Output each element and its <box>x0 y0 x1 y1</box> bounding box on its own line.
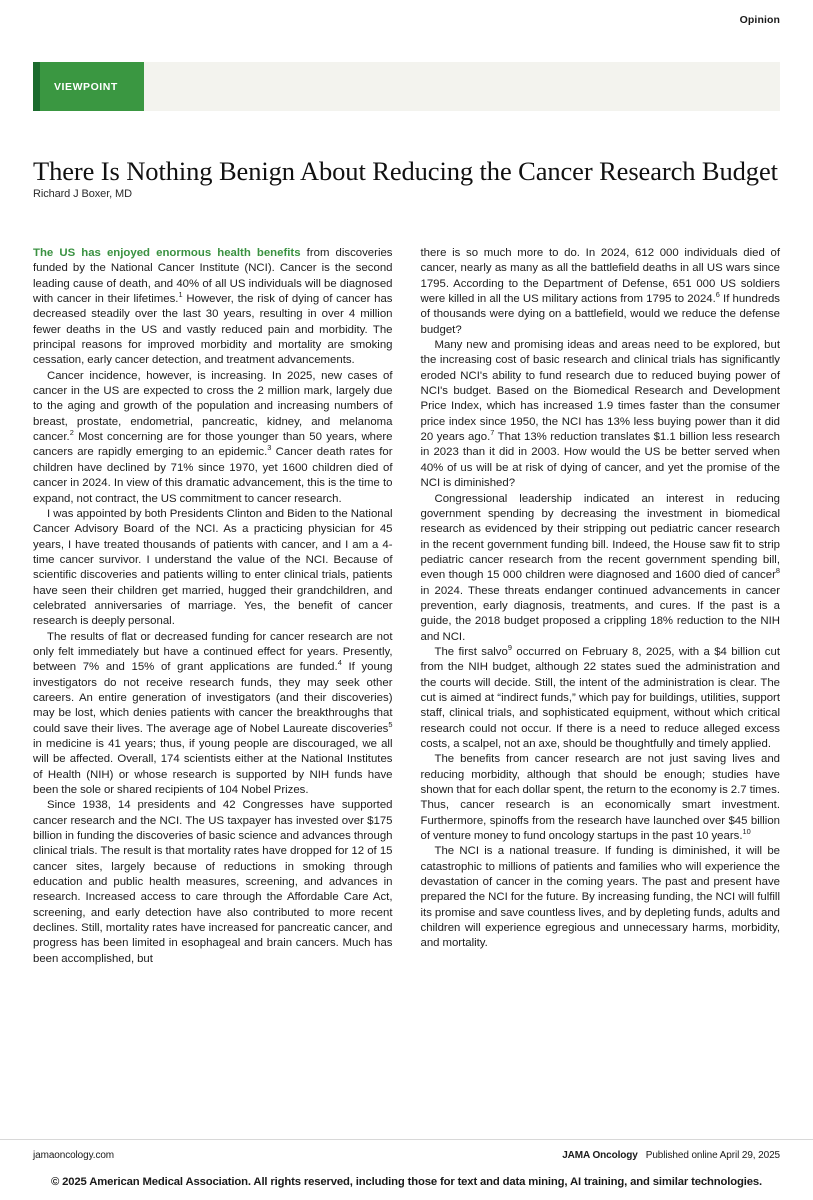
paragraph: The NCI is a national treasure. If funding is diminished, it will be catastrophic to millions of patients and families who will experience the devastation of cancer in the coming years. The past and present have prepared the NCI for the future. By increasing funding, the NCI will fulfill its promise and save countless lives, and by depleting funds, adults and children will experience egregious and unnecessary harms, morbidity, and mortality. <box>420 845 780 950</box>
paragraph: Congressional leadership indicated an interest in reducing government spending by decreasing the investment in biomedical research as evidenced by their stripping out pediatric cancer research in the recent government funding bill. Indeed, the House saw fit to strip pediatric cancer research from the recent government spending bill, even though 15 000 children were diagnosed and 1600 died of cancer$^8$ in 2024. These threats endanger continued advancements in cancer prevention, early diagnosis, treatments, and cures. If the past is a guide, the 2018 budget proposed a crippling 18% reduction to the NIH and NCI. <box>420 492 780 643</box>
citation-marker: 5 <box>388 719 393 729</box>
article-body <box>33 246 780 1146</box>
copyright-notice: © 2025 American Medical Association. All rights reserved, including those for text and data mining, AI training, and similar technologies. <box>51 1176 762 1188</box>
citation-marker: 3 <box>267 443 272 453</box>
citation-marker: 10 <box>742 827 751 837</box>
citation-marker: 6 <box>715 290 720 300</box>
article-type-tag <box>40 62 144 111</box>
journal-name: JAMA Oncology <box>562 1150 638 1161</box>
citation-marker: 2 <box>69 428 74 438</box>
paragraph: The benefits from cancer research are not just saving lives and reducing morbidity, although that should be enough; studies have shown that for each dollar spent, the return to the economy is 2.7 times. Thus, cancer research is an economically smart investment. Furthermore, spinoffs from the research have launched over $45 billion of venture money to fund oncology startups in the past 10 years.$^{10}$ <box>420 753 780 843</box>
article-type-band <box>33 62 780 111</box>
column-left <box>33 246 393 1146</box>
journal-site-link[interactable]: jamaoncology.com <box>33 1150 115 1161</box>
paragraph: Cancer incidence, however, is increasing. In 2025, new cases of cancer in the US are expected to cross the 2 million mark, largely due to the aging and growth of the population and increasing numbers of breast, prostate, endometrial, pancreatic, kidney, and melanoma cancer.$^2$ Most concerning are for those younger than 50 years, where cancers are rapidly emerging to an epidemic.$^3$ Cancer death rates for children have declined by 71% since 1970, yet 1600 children died of cancer in 2024. In view of this dramatic advancement, this is the time to expand, not contract, the US commitment to cancer research. <box>33 369 393 505</box>
article-type-tag-label: VIEWPOINT <box>54 80 118 93</box>
lead-in-text: The US has enjoyed enormous health benefits <box>33 247 301 259</box>
author-byline: Richard J Boxer, MD <box>33 188 132 200</box>
citation-marker: 4 <box>337 658 342 668</box>
footer-divider <box>0 1139 813 1140</box>
footer-publication-info <box>562 1150 780 1161</box>
citation-marker: 9 <box>507 643 512 653</box>
column-right <box>421 246 781 1146</box>
citation-marker: 8 <box>775 566 780 576</box>
paragraph: The US has enjoyed enormous health benefits from discoveries funded by the National Cancer Institute (NCI). Cancer is the second leading cause of death, and 40% of all US individuals will be diagnosed with cancer in their lifetimes.$^1$ However, the risk of dying of cancer has decreased steadily over the last 30 years, resulting in over 4 million fewer deaths in the US and vastly reduced pain and morbidity. The principal reasons for improved morbidity and mortality are smoking cessation, early cancer detection, and treatment advancements. <box>33 247 393 367</box>
paragraph: I was appointed by both Presidents Clinton and Biden to the National Cancer Advisory Board of the NCI. As a practicing physician for 45 years, I have treated thousands of patients with cancer, and I am a 4-time cancer survivor. I understand the value of the NCI. Because of scientific discoveries and patients willing to enter clinical trials, patients have seen their children get married, hugged their grandchildren, and celebrated anniversaries of marriage. Yes, the benefit of cancer research is deeply personal. <box>33 507 393 628</box>
citation-marker: 7 <box>490 428 495 438</box>
publication-status: Published online April 29, 2025 <box>645 1150 780 1161</box>
paragraph: Since 1938, 14 presidents and 42 Congresses have supported cancer research and the NCI. The US taxpayer has invested over $175 billion in funding the discoveries of basic science and advances through clinical trials. The result is that mortality rates have dropped for 12 of 15 cancer sites, largely because of reductions in smoking through education and public health measures, screening, and advances in research. Increased access to care through the Affordable Care Act, screening, and early detection have also contributed to more recent declines. Still, mortality rates have increased for pancreatic cancer, and progress has been limited in esophageal and brain cancers. Much has been accomplished, but <box>33 799 393 965</box>
paragraph: The results of flat or decreased funding for cancer research are not only felt immediately but have a continued effect for years. Presently, between 7% and 15% of grant applications are funded.$^4$ If young investigators do not receive research funds, they may seek other careers. An entire generation of investigators (and their discoveries) may be lost, which denies patients with cancer the breakthroughs that could save their lives. The average age of Nobel Laureate discoveries$^5$ in medicine is 41 years; thus, if young people are discouraged, we all will be affected. Overall, 174 scientists either at the National Institutes of Health (NIH) or whose research is supported by NIH funds have been the sole or shared recipients of 104 Nobel Prizes. <box>33 630 393 797</box>
article-type-band-edge <box>33 62 40 111</box>
page-title: There Is Nothing Benign About Reducing the Cancer Research Budget <box>33 155 778 186</box>
running-head: Opinion <box>739 14 780 26</box>
paragraph: there is so much more to do. In 2024, 612 000 individuals died of cancer, nearly as many as all the battlefield deaths in all US wars since 1795. According to the Department of Defense, 651 000 US soldiers were killed in all the US military actions from 1795 to 2024.$^6$ If hundreds of thousands were dying on a battlefield, would we reduce the defense budget? <box>420 247 780 336</box>
paragraph: Many new and promising ideas and areas need to be explored, but the increasing cost of basic research and clinical trials has significantly eroded NCI's ability to fund research due to reduced buying power of NCI's budget. Based on the Biomedical Research and Development Price Index, which has increased 1.9 times faster than the consumer price index since 1950, the NCI has 13% less buying power than it did 20 years ago.$^7$ That 13% reduction translates $1.1 billion less research in 2023 than it did in 2003. How would the US be better served when 40% of us will be at risk of dying of cancer, and yet the promise of the NCI is diminished? <box>420 339 780 490</box>
paragraph: The first salvo$^9$ occurred on February 8, 2025, with a $4 billion cut from the NIH budget, although 22 states sued the administration and the courts will decide. Still, the intent of the administration is clear. The cut is aimed at “indirect funds,” which pay for buildings, utilities, support staff, clinical trials, and sophisticated equipment, without which critical research could not occur. If there is a need to reduce alleged excess costs, a scalpel, not an axe, should be thoughtfully and timely applied. <box>420 643 780 750</box>
citation-marker: 1 <box>178 290 183 300</box>
